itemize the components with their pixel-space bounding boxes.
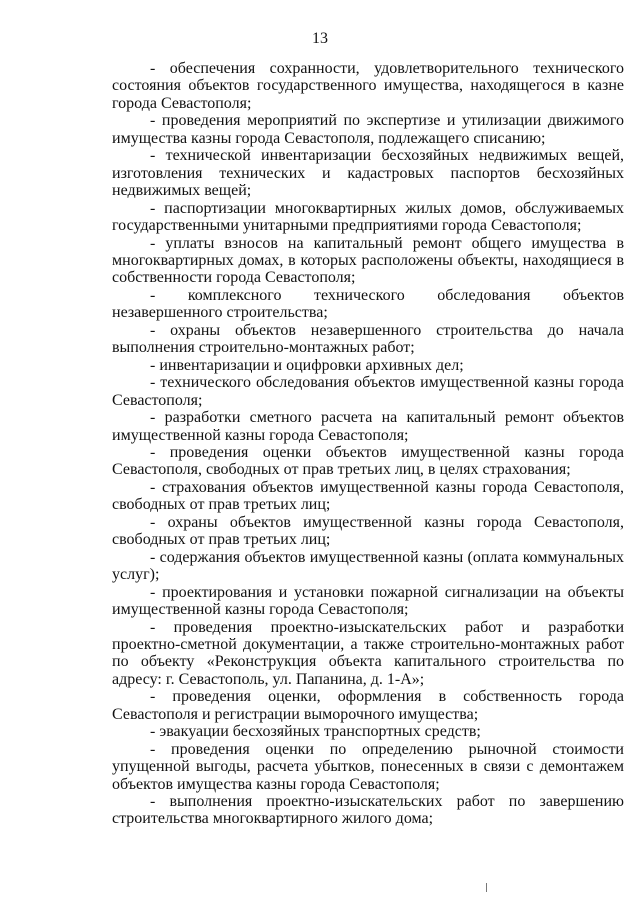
list-item: - инвентаризации и оцифровки архивных дел; [150, 356, 464, 374]
list-item: - технического обследования объектов имущественной казны города Севастополя; [112, 374, 624, 409]
list-item: - охраны объектов имущественной казны города Севастополя, свободных от прав третьих лиц; [112, 513, 624, 549]
list-item: - комплексного технического обследования объектов незавершенного строительства; [112, 286, 624, 322]
list-item: - технической инвентаризации бесхозяйных недвижимых вещей, изготовления технических и кадастровых паспортов бесхозяйных недвижимых вещей; [112, 147, 624, 200]
page-number: 13 [312, 30, 328, 47]
list-of-expense-items [112, 60, 624, 828]
list-item: - уплаты взносов на капитальный ремонт общего имущества в многоквартирных домах, в которых расположены объекты, находящиеся в собственности города Севастополя; [112, 234, 624, 287]
list-item: - паспортизации многоквартирных жилых домов, обслуживаемых государственными унитарными предприятиями города Севастополя; [112, 199, 624, 235]
list-item: - проведения мероприятий по экспертизе и утилизации движимого имущества казны города Севастополя, подлежащего списанию; [112, 112, 624, 147]
list-item: - содержания объектов имущественной казны (оплата коммунальных услуг); [112, 548, 624, 584]
list-item: - разработки сметного расчета на капитальный ремонт объектов имущественной казны города Севастополя; [112, 409, 624, 444]
list-item: - обеспечения сохранности, удовлетворительного технического состояния объектов государственного имущества, находящегося в казне города Севастополя; [112, 60, 624, 112]
list-item: - проведения оценки по определению рыночной стоимости упущенной выгоды, расчета убытков, понесенных в связи с демонтажем объектов имущества казны города Севастополя; [112, 740, 624, 793]
list-item: - проведения проектно-изыскательских работ и разработки проектно-сметной документации, а также строительно-монтажных работ по объекту «Реконструкция объекта капитального строительства по адресу: г. Севастополь, ул. Папанина, д. 1-А»; [112, 618, 624, 688]
list-item: - проведения оценки, оформления в собственность города Севастополя и регистрации выморочного имущества; [112, 688, 624, 723]
list-item: - выполнения проектно-изыскательских работ по завершению строительства многоквартирного жилого дома; [112, 793, 624, 828]
scan-mark [486, 883, 487, 892]
list-item: - проведения оценки объектов имущественной казны города Севастополя, свободных от прав третьих лиц, в целях страхования; [112, 443, 624, 479]
list-item: - охраны объектов незавершенного строительства до начала выполнения строительно-монтажных работ; [112, 321, 624, 357]
list-item: - эвакуации бесхозяйных транспортных средств; [150, 723, 481, 741]
list-item: - страхования объектов имущественной казны города Севастополя, свободных от прав третьих лиц; [112, 478, 624, 514]
list-item: - проектирования и установки пожарной сигнализации на объекты имущественной казны города Севастополя; [112, 583, 624, 619]
